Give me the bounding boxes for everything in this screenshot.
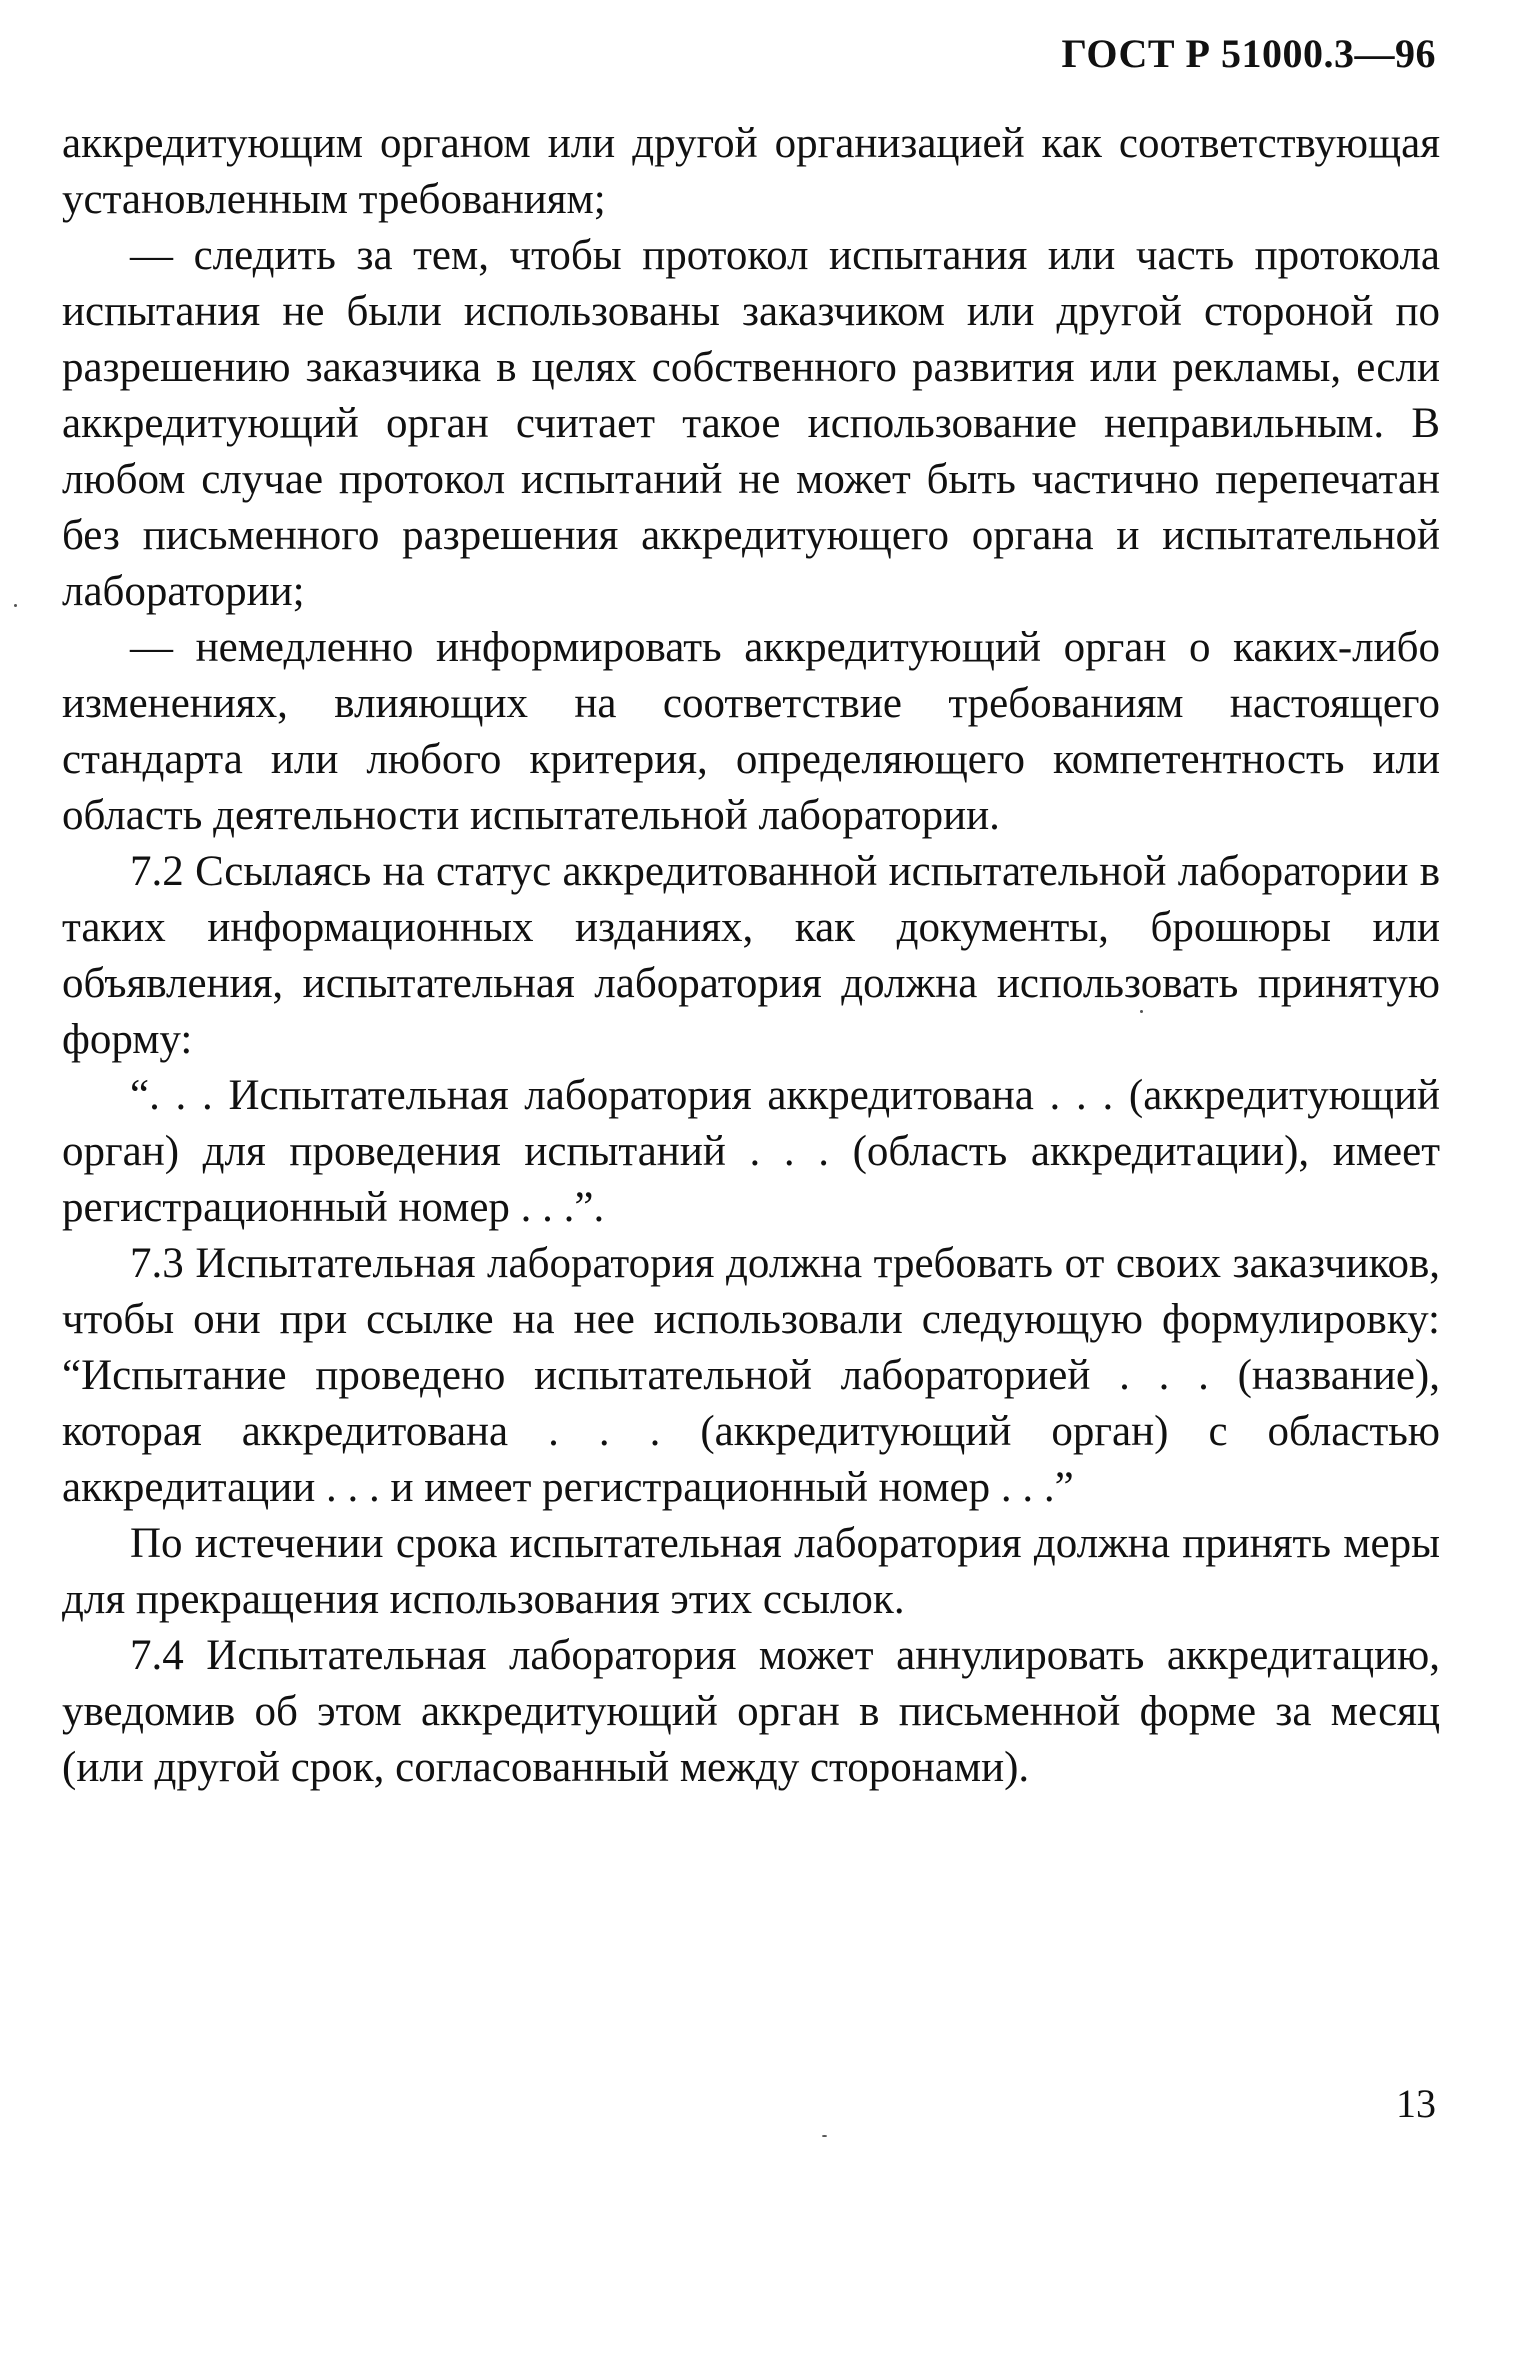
document-body: [62, 116, 1440, 1796]
scan-speck: [14, 604, 17, 607]
page-number: 13: [1396, 2081, 1436, 2126]
paragraph-expiry-note: По истечении срока испытательная лаборатория должна принять меры для прекращения использования этих ссылок.: [62, 1520, 1440, 1623]
scan-speck: [822, 2135, 827, 2137]
paragraph-advertising-requirement: — следить за тем, чтобы протокол испытания или часть протокола испытания не были использованы заказчиком или другой стороной по разрешению заказчика в целях собственного развития или рекламы, если аккредитующий орган считает такое использование неправильным. В любом случае протокол испытаний не может быть частично перепечатан без письменного разрешения аккредитующего органа и испытательной лаборатории;: [62, 232, 1440, 615]
document-header: ГОСТ Р 51000.3—96: [1061, 31, 1436, 76]
paragraph-section-7-4: 7.4 Испытательная лаборатория может аннулировать аккредитацию, уведомив об этом аккредитующий орган в письменной форме за месяц (или другой срок, согласованный между сторонами).: [62, 1632, 1440, 1791]
paragraph-section-7-2: 7.2 Ссылаясь на статус аккредитованной испытательной лаборатории в таких информационных изданиях, как документы, брошюры или объявления, испытательная лаборатория должна использовать принятую форму:: [62, 848, 1440, 1063]
paragraph-accepted-form-quote: “. . . Испытательная лаборатория аккредитована . . . (аккредитующий орган) для проведения испытаний . . . (область аккредитации), имеет регистрационный номер . . .”.: [62, 1072, 1440, 1231]
paragraph-notify-changes: — немедленно информировать аккредитующий орган о каких-либо изменениях, влияющих на соответствие требованиям настоящего стандарта или любого критерия, определяющего компетентность или область деятельности испытательной лаборатории.: [62, 624, 1440, 839]
paragraph-section-7-3: 7.3 Испытательная лаборатория должна требовать от своих заказчиков, чтобы они при ссылке на нее использовали следующую формулировку: “Испытание проведено испытательной лабораторией . . . (название), которая аккредитована . . . (аккредитующий орган) с областью аккредитации . . . и имеет регистрационный номер . . .”: [62, 1240, 1440, 1511]
scan-speck: [1140, 1010, 1143, 1013]
paragraph-continuation: аккредитующим органом или другой организацией как соответствующая установленным требованиям;: [62, 120, 1440, 223]
